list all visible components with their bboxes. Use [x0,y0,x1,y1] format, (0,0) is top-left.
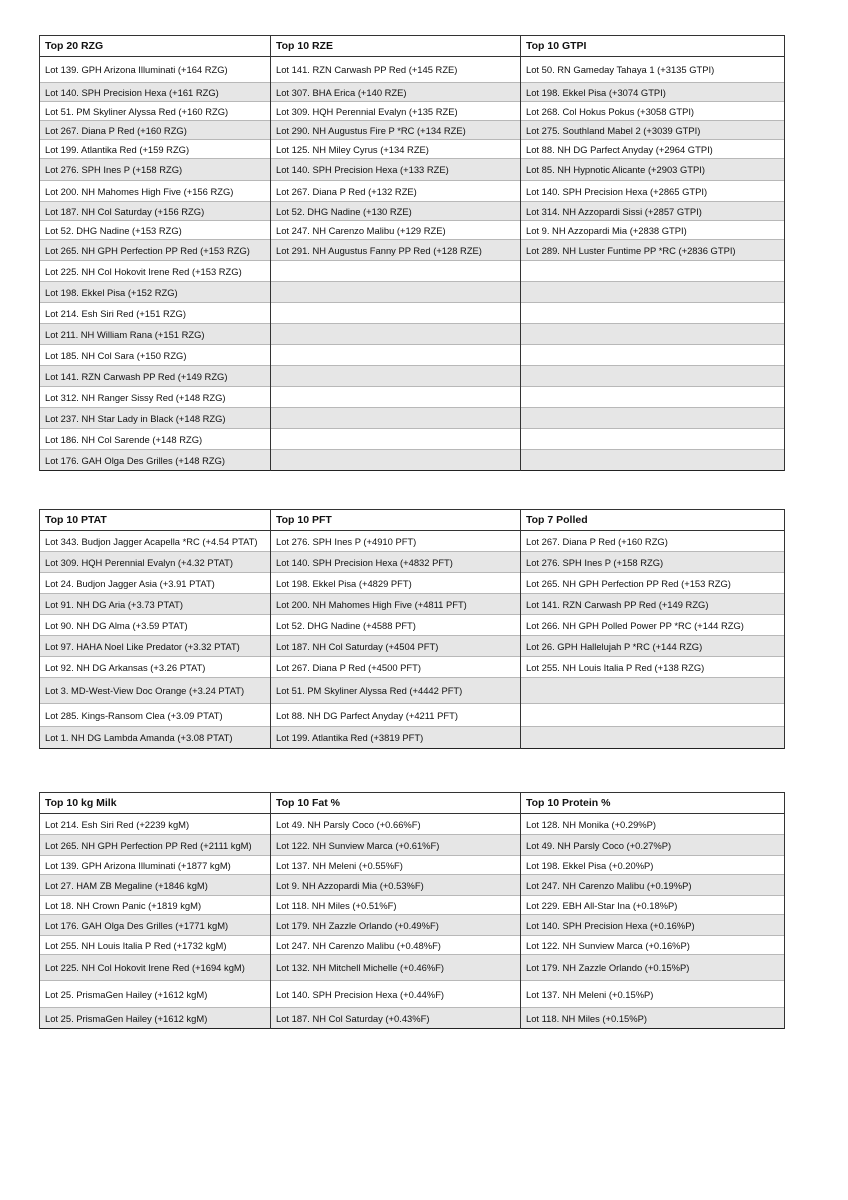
table-cell: Lot 214. Esh Siri Red (+2239 kgM) [40,814,271,835]
table-cell: Lot 139. GPH Arizona Illuminati (+164 RZG) [40,57,271,83]
table-cell: Lot 91. NH DG Aria (+3.73 PTAT) [40,594,271,615]
table-cell: Lot 247. NH Carenzo Malibu (+0.19%P) [521,875,785,896]
table-cell: Lot 176. GAH Olga Des Grilles (+148 RZG) [40,450,271,471]
table-row [40,240,785,261]
table-cell: Lot 92. NH DG Arkansas (+3.26 PTAT) [40,657,271,678]
table-cell: Lot 200. NH Mahomes High Five (+4811 PFT) [271,594,521,615]
table-cell: Lot 25. PrismaGen Hailey (+1612 kgM) [40,981,271,1008]
table-cell: Lot 85. NH Hypnotic Alicante (+2903 GTPI) [521,159,785,181]
table-cell: Lot 125. NH Miley Cyrus (+134 RZE) [271,140,521,159]
table-row [40,936,785,955]
top-ptat-pft-polled-table [39,509,785,749]
table-cell: Lot 97. HAHA Noel Like Predator (+3.32 PTAT) [40,636,271,657]
table-cell [521,704,785,727]
table-cell: Lot 211. NH William Rana (+151 RZG) [40,324,271,345]
table-row [40,387,785,408]
table-cell [271,303,521,324]
column-header: Top 10 PTAT [40,510,271,531]
table-cell: Lot 268. Col Hokus Pokus (+3058 GTPI) [521,102,785,121]
table-row [40,221,785,240]
table-row [40,303,785,324]
table-cell: Lot 18. NH Crown Panic (+1819 kgM) [40,896,271,915]
table-row [40,202,785,221]
table-cell [271,387,521,408]
table-row [40,121,785,140]
table-cell: Lot 26. GPH Hallelujah P *RC (+144 RZG) [521,636,785,657]
table-cell: Lot 312. NH Ranger Sissy Red (+148 RZG) [40,387,271,408]
table-row [40,181,785,202]
top-rzg-rze-gtpi-table [39,35,785,471]
table-cell: Lot 139. GPH Arizona Illuminati (+1877 kgM) [40,856,271,875]
table-row [40,678,785,704]
table-cell: Lot 276. SPH Ines P (+158 RZG) [521,552,785,573]
table-cell [271,324,521,345]
column-header: Top 10 PFT [271,510,521,531]
table-cell: Lot 237. NH Star Lady in Black (+148 RZG) [40,408,271,429]
table-cell: Lot 199. Atlantika Red (+159 RZG) [40,140,271,159]
table-cell: Lot 307. BHA Erica (+140 RZE) [271,83,521,102]
table-row [40,102,785,121]
table-row [40,552,785,573]
table-cell: Lot 199. Atlantika Red (+3819 PFT) [271,727,521,749]
table-row [40,955,785,981]
table-cell: Lot 137. NH Meleni (+0.55%F) [271,856,521,875]
table-cell: Lot 309. HQH Perennial Evalyn (+4.32 PTAT) [40,552,271,573]
table-row [40,450,785,471]
table-cell: Lot 27. HAM ZB Megaline (+1846 kgM) [40,875,271,896]
table-row [40,704,785,727]
column-header: Top 10 Protein % [521,793,785,814]
table-row [40,814,785,835]
table-row [40,573,785,594]
table-cell: Lot 118. NH Miles (+0.15%P) [521,1008,785,1029]
table-row [40,856,785,875]
table-cell: Lot 179. NH Zazzle Orlando (+0.15%P) [521,955,785,981]
table-cell [521,303,785,324]
table-cell: Lot 140. SPH Precision Hexa (+4832 PFT) [271,552,521,573]
table-cell: Lot 266. NH GPH Polled Power PP *RC (+144 RZG) [521,615,785,636]
table-cell: Lot 265. NH GPH Perfection PP Red (+153 RZG) [40,240,271,261]
table-cell: Lot 291. NH Augustus Fanny PP Red (+128 RZE) [271,240,521,261]
column-header: Top 10 RZE [271,36,521,57]
table-row [40,282,785,303]
table-cell [521,324,785,345]
table-cell: Lot 24. Budjon Jagger Asia (+3.91 PTAT) [40,573,271,594]
table-row [40,83,785,102]
table-cell: Lot 88. NH DG Parfect Anyday (+2964 GTPI) [521,140,785,159]
table-cell: Lot 49. NH Parsly Coco (+0.66%F) [271,814,521,835]
table-header-row [40,793,785,814]
column-header: Top 7 Polled [521,510,785,531]
table-cell: Lot 179. NH Zazzle Orlando (+0.49%F) [271,915,521,936]
table-cell [521,282,785,303]
top-milk-fat-protein-table [39,792,785,1029]
table-cell [521,366,785,387]
table-cell: Lot 285. Kings-Ransom Clea (+3.09 PTAT) [40,704,271,727]
table-cell: Lot 140. SPH Precision Hexa (+133 RZE) [271,159,521,181]
table-cell: Lot 51. PM Skyliner Alyssa Red (+4442 PFT) [271,678,521,704]
table-cell: Lot 187. NH Col Saturday (+156 RZG) [40,202,271,221]
table-cell [521,387,785,408]
table-cell [271,261,521,282]
table-row [40,915,785,936]
column-header: Top 10 Fat % [271,793,521,814]
table-cell: Lot 140. SPH Precision Hexa (+161 RZG) [40,83,271,102]
table-cell: Lot 225. NH Col Hokovit Irene Red (+1694 kgM) [40,955,271,981]
table-cell: Lot 343. Budjon Jagger Acapella *RC (+4.54 PTAT) [40,531,271,552]
table-cell: Lot 198. Ekkel Pisa (+3074 GTPI) [521,83,785,102]
table-row [40,875,785,896]
table-cell: Lot 225. NH Col Hokovit Irene Red (+153 RZG) [40,261,271,282]
table-cell: Lot 187. NH Col Saturday (+0.43%F) [271,1008,521,1029]
table-cell: Lot 187. NH Col Saturday (+4504 PFT) [271,636,521,657]
table-cell: Lot 51. PM Skyliner Alyssa Red (+160 RZG) [40,102,271,121]
table-row [40,636,785,657]
table-cell: Lot 275. Southland Mabel 2 (+3039 GTPI) [521,121,785,140]
table-cell: Lot 141. RZN Carwash PP Red (+149 RZG) [40,366,271,387]
table-cell: Lot 314. NH Azzopardi Sissi (+2857 GTPI) [521,202,785,221]
table-header-row [40,36,785,57]
table-cell: Lot 247. NH Carenzo Malibu (+0.48%F) [271,936,521,955]
table-row [40,57,785,83]
table-cell: Lot 140. SPH Precision Hexa (+0.16%P) [521,915,785,936]
table-row [40,896,785,915]
table-cell [521,345,785,366]
table-cell: Lot 267. Diana P Red (+160 RZG) [521,531,785,552]
table-cell: Lot 185. NH Col Sara (+150 RZG) [40,345,271,366]
table-cell: Lot 255. NH Louis Italia P Red (+138 RZG) [521,657,785,678]
table-row [40,727,785,749]
table-cell [271,282,521,303]
table-row [40,324,785,345]
table-row [40,1008,785,1029]
table-cell: Lot 128. NH Monika (+0.29%P) [521,814,785,835]
table-row [40,408,785,429]
table-cell [521,261,785,282]
table-cell: Lot 289. NH Luster Funtime PP *RC (+2836 GTPI) [521,240,785,261]
table-cell: Lot 309. HQH Perennial Evalyn (+135 RZE) [271,102,521,121]
table-cell: Lot 265. NH GPH Perfection PP Red (+2111 kgM) [40,835,271,856]
table-cell: Lot 290. NH Augustus Fire P *RC (+134 RZE) [271,121,521,140]
table-cell: Lot 265. NH GPH Perfection PP Red (+153 RZG) [521,573,785,594]
table-cell: Lot 198. Ekkel Pisa (+4829 PFT) [271,573,521,594]
table-cell: Lot 200. NH Mahomes High Five (+156 RZG) [40,181,271,202]
table-cell: Lot 50. RN Gameday Tahaya 1 (+3135 GTPI) [521,57,785,83]
table-cell: Lot 176. GAH Olga Des Grilles (+1771 kgM) [40,915,271,936]
table-cell: Lot 276. SPH Ines P (+4910 PFT) [271,531,521,552]
table-cell [271,450,521,471]
table-row [40,531,785,552]
table-cell: Lot 247. NH Carenzo Malibu (+129 RZE) [271,221,521,240]
table-cell: Lot 255. NH Louis Italia P Red (+1732 kgM) [40,936,271,955]
table-cell [521,429,785,450]
table-cell: Lot 9. NH Azzopardi Mia (+0.53%F) [271,875,521,896]
table-cell: Lot 137. NH Meleni (+0.15%P) [521,981,785,1008]
table-cell [271,408,521,429]
table-cell [521,408,785,429]
table-cell: Lot 3. MD-West-View Doc Orange (+3.24 PTAT) [40,678,271,704]
table-row [40,429,785,450]
table-cell: Lot 141. RZN Carwash PP Red (+149 RZG) [521,594,785,615]
table-cell: Lot 122. NH Sunview Marca (+0.61%F) [271,835,521,856]
table-row [40,345,785,366]
table-row [40,657,785,678]
table-cell: Lot 276. SPH Ines P (+158 RZG) [40,159,271,181]
table-row [40,615,785,636]
table-row [40,366,785,387]
table-cell: Lot 122. NH Sunview Marca (+0.16%P) [521,936,785,955]
table-cell: Lot 267. Diana P Red (+4500 PFT) [271,657,521,678]
column-header: Top 20 RZG [40,36,271,57]
column-header: Top 10 kg Milk [40,793,271,814]
table-cell: Lot 186. NH Col Sarende (+148 RZG) [40,429,271,450]
table-cell: Lot 9. NH Azzopardi Mia (+2838 GTPI) [521,221,785,240]
table-cell: Lot 49. NH Parsly Coco (+0.27%P) [521,835,785,856]
table-row [40,835,785,856]
table-cell [271,366,521,387]
table-cell: Lot 25. PrismaGen Hailey (+1612 kgM) [40,1008,271,1029]
table-cell: Lot 1. NH DG Lambda Amanda (+3.08 PTAT) [40,727,271,749]
table-row [40,981,785,1008]
table-cell: Lot 267. Diana P Red (+132 RZE) [271,181,521,202]
table-cell: Lot 140. SPH Precision Hexa (+2865 GTPI) [521,181,785,202]
table-cell: Lot 141. RZN Carwash PP Red (+145 RZE) [271,57,521,83]
table-cell: Lot 90. NH DG Alma (+3.59 PTAT) [40,615,271,636]
table-row [40,159,785,181]
table-cell: Lot 198. Ekkel Pisa (+0.20%P) [521,856,785,875]
table-row [40,140,785,159]
table-cell [521,678,785,704]
table-cell [271,429,521,450]
table-cell [521,727,785,749]
table-header-row [40,510,785,531]
table-cell: Lot 52. DHG Nadine (+4588 PFT) [271,615,521,636]
table-cell: Lot 132. NH Mitchell Michelle (+0.46%F) [271,955,521,981]
table-cell: Lot 267. Diana P Red (+160 RZG) [40,121,271,140]
table-cell: Lot 52. DHG Nadine (+153 RZG) [40,221,271,240]
table-cell: Lot 198. Ekkel Pisa (+152 RZG) [40,282,271,303]
table-cell [521,450,785,471]
table-cell: Lot 140. SPH Precision Hexa (+0.44%F) [271,981,521,1008]
table-cell: Lot 229. EBH All-Star Ina (+0.18%P) [521,896,785,915]
table-cell: Lot 118. NH Miles (+0.51%F) [271,896,521,915]
table-cell: Lot 52. DHG Nadine (+130 RZE) [271,202,521,221]
column-header: Top 10 GTPI [521,36,785,57]
table-cell: Lot 88. NH DG Parfect Anyday (+4211 PFT) [271,704,521,727]
table-row [40,594,785,615]
table-cell: Lot 214. Esh Siri Red (+151 RZG) [40,303,271,324]
table-cell [271,345,521,366]
table-row [40,261,785,282]
